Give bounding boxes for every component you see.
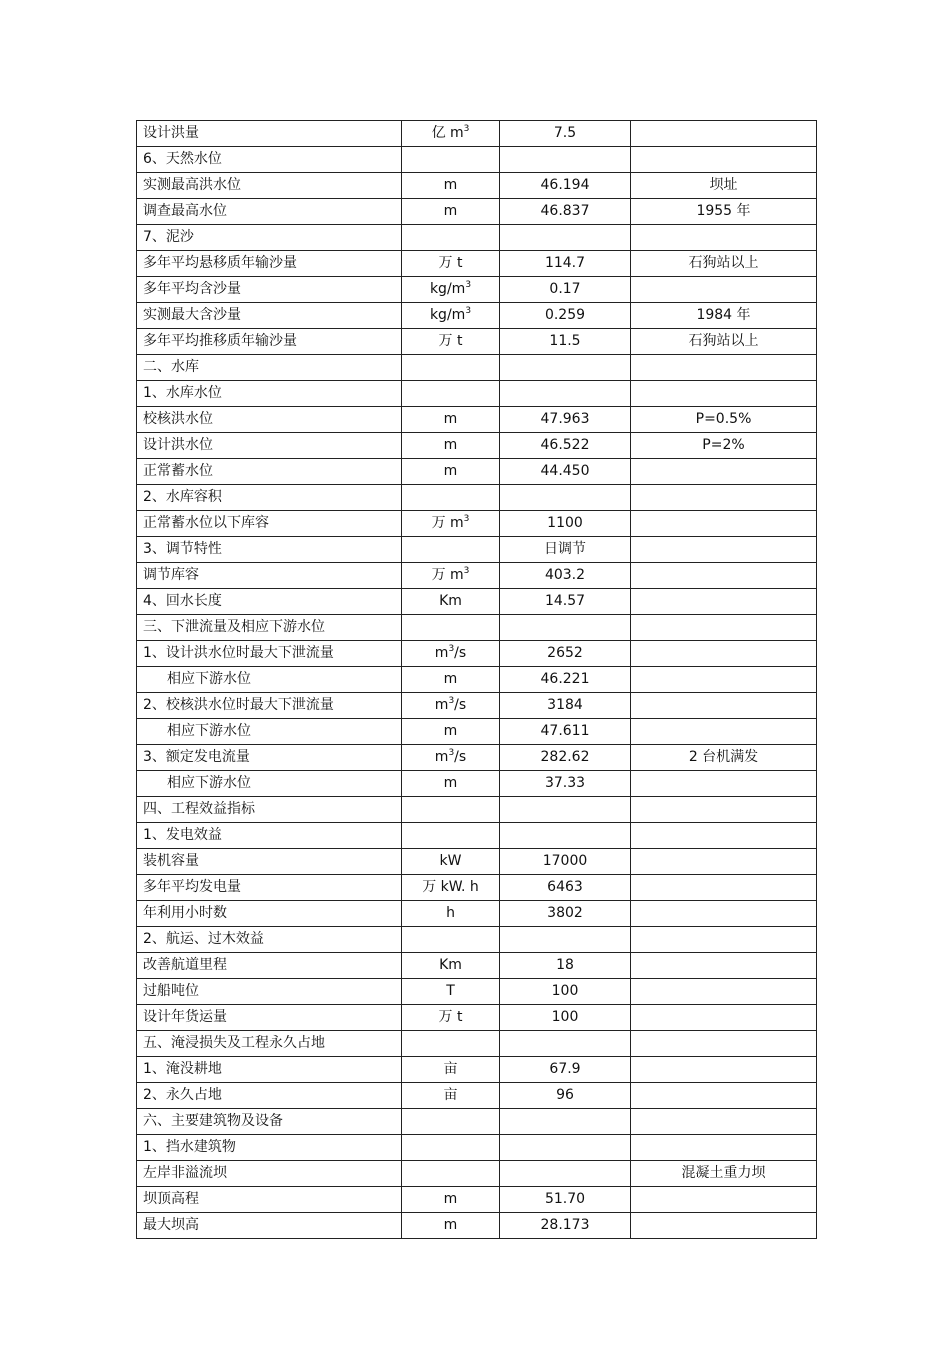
row-unit bbox=[402, 251, 500, 277]
table-row bbox=[137, 823, 817, 849]
row-value bbox=[500, 823, 631, 849]
row-label: 6、天然水位 bbox=[137, 147, 402, 173]
row-label: 四、工程效益指标 bbox=[137, 797, 402, 823]
row-label: 设计年货运量 bbox=[137, 1005, 402, 1031]
row-value bbox=[500, 355, 631, 381]
table-row bbox=[137, 303, 817, 329]
row-value bbox=[500, 485, 631, 511]
row-value: 日调节 bbox=[500, 537, 631, 563]
row-unit bbox=[402, 329, 500, 355]
table-row bbox=[137, 147, 817, 173]
table-row bbox=[137, 745, 817, 771]
row-note bbox=[631, 875, 817, 901]
row-note bbox=[631, 615, 817, 641]
unit-text: m bbox=[443, 671, 458, 688]
row-unit bbox=[402, 693, 500, 719]
table-row bbox=[137, 719, 817, 745]
unit-text: 亩 bbox=[443, 1087, 458, 1104]
row-value bbox=[500, 225, 631, 251]
row-unit bbox=[402, 1213, 500, 1239]
unit-text: m bbox=[434, 645, 449, 662]
table-row bbox=[137, 277, 817, 303]
unit-superscript: 3 bbox=[465, 280, 472, 291]
row-value: 100 bbox=[500, 1005, 631, 1031]
row-unit bbox=[402, 1135, 500, 1161]
table-row bbox=[137, 433, 817, 459]
row-value: 46.194 bbox=[500, 173, 631, 199]
row-label: 2、校核洪水位时最大下泄流量 bbox=[137, 693, 402, 719]
row-note bbox=[631, 1187, 817, 1213]
row-label: 过船吨位 bbox=[137, 979, 402, 1005]
row-note bbox=[631, 641, 817, 667]
table-row bbox=[137, 849, 817, 875]
row-label: 六、主要建筑物及设备 bbox=[137, 1109, 402, 1135]
row-note bbox=[631, 277, 817, 303]
unit-text: 亩 bbox=[443, 1061, 458, 1078]
row-unit bbox=[402, 589, 500, 615]
row-note bbox=[631, 1031, 817, 1057]
row-value: 6463 bbox=[500, 875, 631, 901]
row-note: 石狗站以上 bbox=[631, 329, 817, 355]
table-row bbox=[137, 1213, 817, 1239]
row-note: 2 台机满发 bbox=[631, 745, 817, 771]
row-unit bbox=[402, 1161, 500, 1187]
row-label: 装机容量 bbox=[137, 849, 402, 875]
row-note bbox=[631, 589, 817, 615]
row-unit bbox=[402, 199, 500, 225]
row-label: 调节库容 bbox=[137, 563, 402, 589]
table-row bbox=[137, 641, 817, 667]
row-unit bbox=[402, 433, 500, 459]
table-row bbox=[137, 979, 817, 1005]
table-row bbox=[137, 797, 817, 823]
row-unit bbox=[402, 173, 500, 199]
unit-tail: /s bbox=[454, 645, 467, 662]
table-row bbox=[137, 225, 817, 251]
table-row bbox=[137, 251, 817, 277]
row-label: 改善航道里程 bbox=[137, 953, 402, 979]
row-unit bbox=[402, 303, 500, 329]
row-unit bbox=[402, 1005, 500, 1031]
row-unit bbox=[402, 615, 500, 641]
table-row bbox=[137, 1187, 817, 1213]
row-note bbox=[631, 355, 817, 381]
row-note bbox=[631, 511, 817, 537]
row-note: P=0.5% bbox=[631, 407, 817, 433]
row-value bbox=[500, 1135, 631, 1161]
row-note bbox=[631, 563, 817, 589]
row-unit bbox=[402, 719, 500, 745]
row-note bbox=[631, 979, 817, 1005]
row-value: 46.221 bbox=[500, 667, 631, 693]
row-unit bbox=[402, 641, 500, 667]
row-value: 18 bbox=[500, 953, 631, 979]
spec-table bbox=[136, 120, 817, 1239]
row-unit bbox=[402, 537, 500, 563]
row-value bbox=[500, 615, 631, 641]
row-note bbox=[631, 147, 817, 173]
unit-text: m bbox=[443, 775, 458, 792]
unit-text: 万 t bbox=[438, 333, 463, 350]
table-row bbox=[137, 173, 817, 199]
row-label: 1、发电效益 bbox=[137, 823, 402, 849]
row-value bbox=[500, 1109, 631, 1135]
row-label: 相应下游水位 bbox=[137, 771, 402, 797]
table-row bbox=[137, 901, 817, 927]
row-value bbox=[500, 381, 631, 407]
table-row bbox=[137, 771, 817, 797]
row-label: 实测最高洪水位 bbox=[137, 173, 402, 199]
unit-text: kg/m bbox=[429, 307, 466, 324]
row-unit bbox=[402, 563, 500, 589]
row-label: 相应下游水位 bbox=[137, 667, 402, 693]
unit-text: kW bbox=[439, 853, 462, 870]
row-unit bbox=[402, 511, 500, 537]
unit-tail: /s bbox=[454, 749, 467, 766]
unit-text: m bbox=[443, 1217, 458, 1234]
unit-text: h bbox=[446, 905, 455, 922]
row-value: 51.70 bbox=[500, 1187, 631, 1213]
table-row bbox=[137, 1057, 817, 1083]
row-unit bbox=[402, 407, 500, 433]
row-note bbox=[631, 849, 817, 875]
unit-text: Km bbox=[439, 593, 462, 610]
row-note bbox=[631, 771, 817, 797]
row-value: 3802 bbox=[500, 901, 631, 927]
row-value: 403.2 bbox=[500, 563, 631, 589]
table-row bbox=[137, 1109, 817, 1135]
unit-superscript: 3 bbox=[463, 124, 470, 135]
row-unit bbox=[402, 381, 500, 407]
unit-text: 万 m bbox=[431, 515, 464, 532]
table-row bbox=[137, 693, 817, 719]
row-label: 左岸非溢流坝 bbox=[137, 1161, 402, 1187]
row-value: 100 bbox=[500, 979, 631, 1005]
row-unit bbox=[402, 277, 500, 303]
row-note bbox=[631, 797, 817, 823]
unit-superscript: 3 bbox=[463, 514, 470, 525]
table-row bbox=[137, 537, 817, 563]
row-label: 4、回水长度 bbox=[137, 589, 402, 615]
row-value: 14.57 bbox=[500, 589, 631, 615]
row-unit bbox=[402, 875, 500, 901]
row-note bbox=[631, 901, 817, 927]
row-note bbox=[631, 953, 817, 979]
table-row bbox=[137, 875, 817, 901]
row-unit bbox=[402, 355, 500, 381]
table-row bbox=[137, 459, 817, 485]
unit-text: m bbox=[443, 437, 458, 454]
unit-superscript: 3 bbox=[448, 696, 455, 707]
row-label: 二、水库 bbox=[137, 355, 402, 381]
row-value: 46.522 bbox=[500, 433, 631, 459]
row-note bbox=[631, 225, 817, 251]
row-label: 多年平均推移质年输沙量 bbox=[137, 329, 402, 355]
spec-table-body bbox=[137, 121, 817, 1239]
unit-text: m bbox=[443, 411, 458, 428]
table-row bbox=[137, 615, 817, 641]
row-note bbox=[631, 1057, 817, 1083]
unit-superscript: 3 bbox=[448, 748, 455, 759]
row-note bbox=[631, 1005, 817, 1031]
row-unit bbox=[402, 1083, 500, 1109]
row-label: 实测最大含沙量 bbox=[137, 303, 402, 329]
unit-text: m bbox=[443, 463, 458, 480]
row-value: 44.450 bbox=[500, 459, 631, 485]
row-unit bbox=[402, 823, 500, 849]
row-note: 1955 年 bbox=[631, 199, 817, 225]
row-note bbox=[631, 485, 817, 511]
table-row bbox=[137, 355, 817, 381]
row-unit bbox=[402, 927, 500, 953]
row-value: 2652 bbox=[500, 641, 631, 667]
table-row bbox=[137, 1083, 817, 1109]
row-label: 2、水库容积 bbox=[137, 485, 402, 511]
row-label: 1、水库水位 bbox=[137, 381, 402, 407]
row-note: 1984 年 bbox=[631, 303, 817, 329]
table-row bbox=[137, 667, 817, 693]
row-value: 67.9 bbox=[500, 1057, 631, 1083]
row-label: 五、淹浸损失及工程永久占地 bbox=[137, 1031, 402, 1057]
row-unit bbox=[402, 1187, 500, 1213]
unit-text: 万 t bbox=[438, 1009, 463, 1026]
row-value: 3184 bbox=[500, 693, 631, 719]
row-label: 设计洪量 bbox=[137, 121, 402, 147]
row-note bbox=[631, 719, 817, 745]
row-note bbox=[631, 823, 817, 849]
row-unit bbox=[402, 667, 500, 693]
row-note bbox=[631, 927, 817, 953]
row-label: 2、航运、过木效益 bbox=[137, 927, 402, 953]
row-unit bbox=[402, 1109, 500, 1135]
row-note: 混凝土重力坝 bbox=[631, 1161, 817, 1187]
row-value: 96 bbox=[500, 1083, 631, 1109]
unit-text: m bbox=[434, 749, 449, 766]
row-label: 年利用小时数 bbox=[137, 901, 402, 927]
unit-text: 万 m bbox=[431, 567, 464, 584]
table-row bbox=[137, 1005, 817, 1031]
unit-text: 亿 m bbox=[431, 125, 464, 142]
row-unit bbox=[402, 485, 500, 511]
row-label: 相应下游水位 bbox=[137, 719, 402, 745]
unit-text: m bbox=[443, 723, 458, 740]
row-unit bbox=[402, 1031, 500, 1057]
table-row bbox=[137, 381, 817, 407]
row-unit bbox=[402, 979, 500, 1005]
row-value: 282.62 bbox=[500, 745, 631, 771]
row-value bbox=[500, 927, 631, 953]
unit-superscript: 3 bbox=[463, 566, 470, 577]
row-note: 坝址 bbox=[631, 173, 817, 199]
unit-tail: /s bbox=[454, 697, 467, 714]
unit-text: kg/m bbox=[429, 281, 466, 298]
unit-text: m bbox=[434, 697, 449, 714]
row-note: 石狗站以上 bbox=[631, 251, 817, 277]
row-value: 47.611 bbox=[500, 719, 631, 745]
row-note bbox=[631, 537, 817, 563]
row-unit bbox=[402, 849, 500, 875]
row-value: 46.837 bbox=[500, 199, 631, 225]
row-unit bbox=[402, 771, 500, 797]
row-label: 多年平均含沙量 bbox=[137, 277, 402, 303]
row-value: 1100 bbox=[500, 511, 631, 537]
row-label: 最大坝高 bbox=[137, 1213, 402, 1239]
row-value bbox=[500, 1161, 631, 1187]
unit-superscript: 3 bbox=[465, 306, 472, 317]
row-label: 7、泥沙 bbox=[137, 225, 402, 251]
row-value bbox=[500, 147, 631, 173]
row-label: 调查最高水位 bbox=[137, 199, 402, 225]
unit-text: m bbox=[443, 1191, 458, 1208]
row-label: 1、淹没耕地 bbox=[137, 1057, 402, 1083]
row-value: 47.963 bbox=[500, 407, 631, 433]
row-note bbox=[631, 1213, 817, 1239]
table-row bbox=[137, 1161, 817, 1187]
row-label: 3、调节特性 bbox=[137, 537, 402, 563]
row-label: 正常蓄水位 bbox=[137, 459, 402, 485]
row-value: 0.17 bbox=[500, 277, 631, 303]
row-value: 7.5 bbox=[500, 121, 631, 147]
unit-text: 万 t bbox=[438, 255, 463, 272]
row-label: 正常蓄水位以下库容 bbox=[137, 511, 402, 537]
table-row bbox=[137, 121, 817, 147]
row-note bbox=[631, 459, 817, 485]
table-row bbox=[137, 511, 817, 537]
row-value: 114.7 bbox=[500, 251, 631, 277]
row-label: 1、挡水建筑物 bbox=[137, 1135, 402, 1161]
row-note bbox=[631, 693, 817, 719]
row-unit bbox=[402, 745, 500, 771]
row-note bbox=[631, 381, 817, 407]
table-row bbox=[137, 1135, 817, 1161]
row-label: 设计洪水位 bbox=[137, 433, 402, 459]
unit-text: m bbox=[443, 177, 458, 194]
table-row bbox=[137, 407, 817, 433]
row-note bbox=[631, 667, 817, 693]
table-row bbox=[137, 563, 817, 589]
unit-text: Km bbox=[439, 957, 462, 974]
row-label: 多年平均发电量 bbox=[137, 875, 402, 901]
row-value: 0.259 bbox=[500, 303, 631, 329]
row-label: 多年平均悬移质年输沙量 bbox=[137, 251, 402, 277]
unit-superscript: 3 bbox=[448, 644, 455, 655]
row-value: 28.173 bbox=[500, 1213, 631, 1239]
row-value bbox=[500, 1031, 631, 1057]
row-unit bbox=[402, 225, 500, 251]
row-label: 2、永久占地 bbox=[137, 1083, 402, 1109]
row-note bbox=[631, 1083, 817, 1109]
row-label: 校核洪水位 bbox=[137, 407, 402, 433]
row-unit bbox=[402, 1057, 500, 1083]
row-value: 37.33 bbox=[500, 771, 631, 797]
row-unit bbox=[402, 121, 500, 147]
table-row bbox=[137, 953, 817, 979]
row-unit bbox=[402, 797, 500, 823]
row-unit bbox=[402, 147, 500, 173]
row-label: 三、下泄流量及相应下游水位 bbox=[137, 615, 402, 641]
unit-text: m bbox=[443, 203, 458, 220]
table-row bbox=[137, 485, 817, 511]
row-unit bbox=[402, 953, 500, 979]
row-value: 17000 bbox=[500, 849, 631, 875]
row-unit bbox=[402, 459, 500, 485]
row-label: 1、设计洪水位时最大下泄流量 bbox=[137, 641, 402, 667]
table-row bbox=[137, 1031, 817, 1057]
table-row bbox=[137, 329, 817, 355]
unit-text: T bbox=[446, 983, 455, 1000]
table-row bbox=[137, 927, 817, 953]
row-note bbox=[631, 121, 817, 147]
row-unit bbox=[402, 901, 500, 927]
row-label: 3、额定发电流量 bbox=[137, 745, 402, 771]
row-value bbox=[500, 797, 631, 823]
table-row bbox=[137, 199, 817, 225]
row-note bbox=[631, 1109, 817, 1135]
unit-text: 万 kW. h bbox=[422, 879, 479, 896]
row-label: 坝顶高程 bbox=[137, 1187, 402, 1213]
row-note bbox=[631, 1135, 817, 1161]
table-row bbox=[137, 589, 817, 615]
row-note: P=2% bbox=[631, 433, 817, 459]
row-value: 11.5 bbox=[500, 329, 631, 355]
